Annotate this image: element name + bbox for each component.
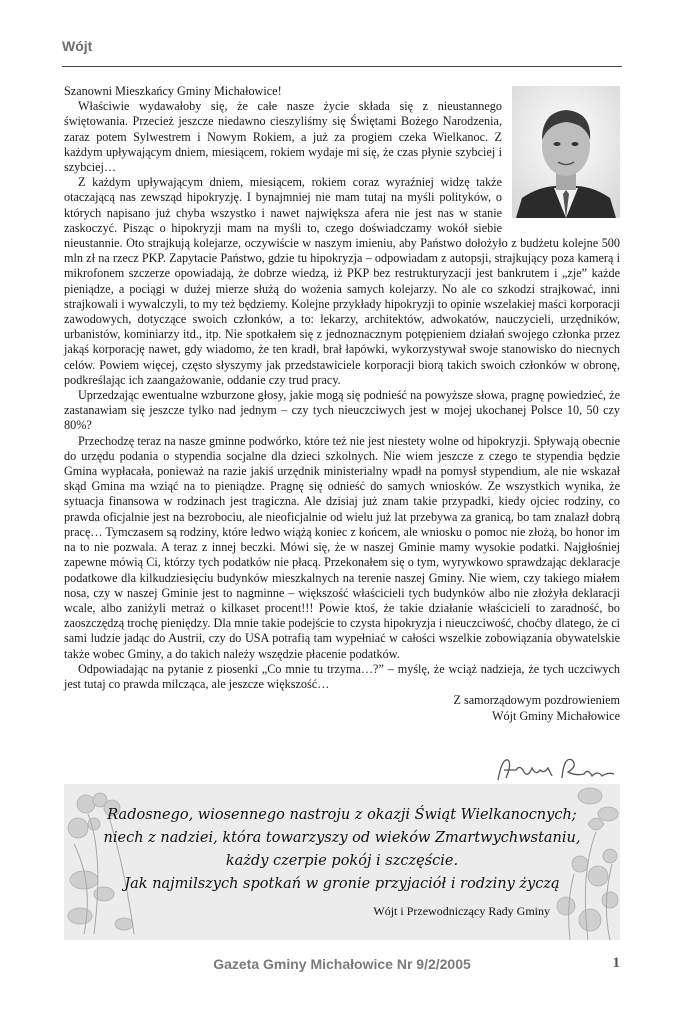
- closing-greeting: Z samorządowym pozdrowieniem: [453, 693, 620, 708]
- greeting-line: Radosnego, wiosennego nastroju z okazji Świąt Wielkanocnych;: [107, 807, 577, 823]
- easter-greeting-card: [64, 784, 620, 940]
- greeting-line: niech z nadziei, która towarzyszy od wieków Zmartwychwstaniu,: [103, 830, 581, 846]
- salutation: Szanowni Mieszkańcy Gminy Michałowice!: [64, 84, 282, 98]
- paragraph: Z każdym upływającym dniem, miesiącem, rokiem coraz wyraźniej widzę także otaczającą nas zewsząd hipokryzję. I bynajmniej nie mam tutaj na myśli polityków, o których napisano już chyba wszystko i nawet największa afera nie jest nas w stanie zaskoczyć. Pisząc o hipokryzji mam na myśli to, czego doświadczamy wokół siebie nieustannie. Oto strajkują kolejarze, oczywiście w naszym imieniu, aby Państwo dołożyło z budżetu kolejne 500 mln zł na rzecz PKP. Zapytacie Państwo, gdzie tu hipokryzja – odpowiadam z autopsji, strajkujący poza kamerą i mikrofonem szczerze opowiadają, że dobrze wiedzą, iż PKP bez restrukturyzacji jest bankrutem i „zje” każde pieniądze, a pociągi w dużej mierze służą do wożenia samych kolejarzy. No ale co szkodzi strajkować, inni strajkowali i wywalczyli, to my też będziemy. Kolejne przykłady hipokryzji to opinie wszelakiej maści korporacji zawodowych, dotyczące swoich członków, a to: lekarzy, architektów, adwokatów, nauczycieli, urzędników, urbanistów, kominiarzy itd., itp. Nie spotkałem się z jednoznacznym potępieniem działań swojego członka przez jakąś korporację nawet, gdy wiadomo, że ten kradł, brał łapówki, wykorzystywał swoje stanowisko do niecnych celów. Powiem więcej, często słyszymy jak przedstawiciele korporacji biorą takich swoich członków w obronę, podkreślając ich zaangażowanie, oddanie czy trud pracy.: [64, 175, 620, 387]
- greeting-line: każdy czerpie pokój i szczęście.: [225, 853, 459, 869]
- page-number: 1: [612, 955, 620, 971]
- paragraph: Właściwie wydawałoby się, że całe nasze życie składa się z nieustannego świętowania. Przecież jeszcze niedawno cieszyliśmy się Świętami Bożego Narodzenia, zaraz potem Sylwestrem i Nowym Rokiem, a już za progiem czeka Wielkanoc. Z każdym upływającym dniem, miesiącem, rokiem wydaje mi się, że czas płynie szybciej i szybciej…: [64, 99, 502, 175]
- closing: [64, 692, 620, 724]
- section-label: Wójt: [62, 38, 93, 54]
- greeting-signature: Wójt i Przewodniczący Rady Gminy: [373, 904, 550, 918]
- portrait-photo: [512, 86, 620, 218]
- handwritten-signature: [490, 752, 620, 788]
- greeting-text: [64, 804, 620, 896]
- footer-title: Gazeta Gminy Michałowice Nr 9/2/2005: [213, 956, 471, 972]
- closing-author: Wójt Gminy Michałowice: [492, 709, 620, 724]
- article: [64, 84, 620, 724]
- header-rule: [62, 66, 622, 67]
- paragraph: Przechodzę teraz na nasze gminne podwórko, które też nie jest niestety wolne od hipokryzji. Spływają obecnie do urzędu podania o stypendia socjalne dla dzieci szkolnych. Nie wiem jeszcze z czego te stypendia będzie Gmina wypłacała, ponieważ na razie jakiś urzędnik ministerialny wpadł na pomysł stypendium, ale nie wskazał skąd Gmina ma wziąć na to pieniądze. Pragnę się odnieść do samych wniosków. Ze wszystkich wynika, że sytuacja finansowa w rodzinach jest tragiczna. Ale dzisiaj już znam takie przypadki, kiedy ojciec rodziny, co prawda oficjalnie jest na bezrobociu, ale nieoficjalnie od wielu już lat przebywa za granicą, bo tam znalazł dobrą pracę… Tymczasem są rodziny, które ledwo wiążą koniec z końcem, ale wniosku o pomoc nie złożą, bo honor im na to nie pozwala. A teraz z innej beczki. Mówi się, że w naszej Gminie mamy wysokie podatki. Najgłośniej zapewne mówią Ci, którzy tych podatków nie płacą. Przekonałem się o tym, wyrywkowo sprawdzając deklaracje podatkowe dla kilkudziesięciu budynków mieszkalnych na terenie naszej Gminy. Nie wiem, czy takiego miałem nosa, czy w naszej Gminie jest to nagminne – większość właścicieli tych budynków albo nie złożyła deklaracji wcale, albo zaniżyli metraż o kilkaset procent!!! Powie ktoś, że takie działanie właścicieli to zaradność, bo zaoszczędzą trochę pieniędzy. Dla mnie takie podejście to czysta hipokryzja i nieuczciwość, choćby dlatego, że ci sami ludzie jadąc do Austrii, czy do USA potrafią tam wypełniać w całości wszelkie zobowiązania obywatelskie także wobec Gminy, a do takich należy wszędzie płacenie podatków.: [64, 433, 620, 661]
- greeting-line: Jak najmilszych spotkań w gronie przyjaciół i rodziny życzą: [124, 876, 560, 892]
- paragraph: Odpowiadając na pytanie z piosenki „Co mnie tu trzyma…?” – myślę, że wciąż nadzieja, że tych uczciwych jest tutaj co prawda milcząca, ale jeszcze większość…: [64, 661, 620, 691]
- paragraph: Uprzedzając ewentualne wzburzone głosy, jakie mogą się podnieść na powyższe słowa, pragnę powiedzieć, że zastanawiam się jeszcze tylko nad jednym – czy tych nieuczciwych jest w mojej ukochanej Polsce 10, 50 czy 80%?: [64, 388, 620, 433]
